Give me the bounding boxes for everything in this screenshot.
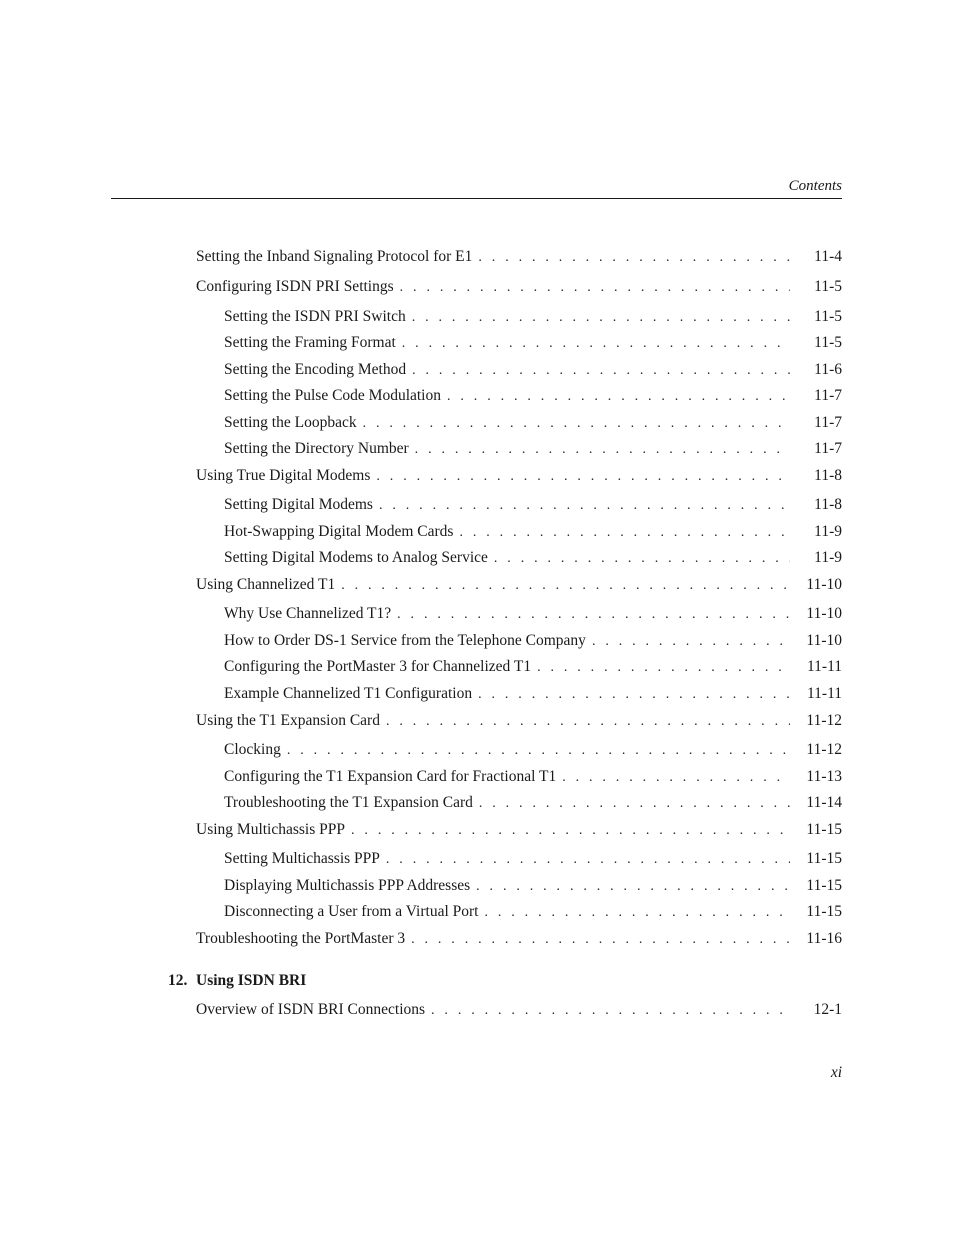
toc-entry-title: Disconnecting a User from a Virtual Port: [224, 903, 479, 920]
dot-leader: [341, 576, 790, 596]
toc-entry-title: Setting Digital Modems to Analog Service: [224, 549, 488, 566]
toc-entry[interactable]: [224, 631, 790, 652]
dot-leader: [412, 308, 790, 328]
toc-entry[interactable]: [224, 793, 790, 814]
toc-entry[interactable]: [224, 386, 790, 407]
toc-entry[interactable]: [196, 929, 790, 950]
dot-leader: [351, 821, 790, 841]
toc-entry-page[interactable]: 11-15: [806, 903, 842, 920]
dot-leader: [376, 467, 790, 487]
toc-entry-title: Troubleshooting the T1 Expansion Card: [224, 794, 473, 811]
dot-leader: [386, 712, 790, 732]
toc-entry[interactable]: [224, 360, 790, 381]
toc-entry-title: How to Order DS-1 Service from the Telephone Company: [224, 632, 586, 649]
dot-leader: [397, 605, 790, 625]
toc-entry-page[interactable]: 11-5: [814, 278, 842, 295]
dot-leader: [379, 496, 790, 516]
toc-entry-title: Configuring ISDN PRI Settings: [196, 278, 394, 295]
chapter-number: 12.: [168, 972, 188, 989]
toc-entry-page[interactable]: 11-9: [814, 549, 842, 566]
dot-leader: [459, 523, 790, 543]
dot-leader: [415, 440, 790, 460]
toc-entry-title: Why Use Channelized T1?: [224, 605, 392, 622]
toc-entry-page[interactable]: 11-10: [806, 632, 842, 649]
toc-entry-title: Troubleshooting the PortMaster 3: [196, 930, 406, 947]
toc-entry[interactable]: [224, 439, 790, 460]
toc-entry-page[interactable]: 11-15: [806, 821, 842, 838]
toc-entry[interactable]: [224, 902, 790, 923]
toc-entry-page[interactable]: 11-8: [814, 496, 842, 513]
dot-leader: [411, 930, 790, 950]
toc-entry-page[interactable]: 11-5: [814, 308, 842, 325]
toc-entry-page[interactable]: 12-1: [813, 1001, 842, 1018]
toc-entry[interactable]: [224, 740, 790, 761]
toc-entry-title: Using True Digital Modems: [196, 467, 371, 484]
toc-entry-title: Displaying Multichassis PPP Addresses: [224, 877, 471, 894]
toc-entry[interactable]: [196, 247, 790, 268]
toc-entry-title: Overview of ISDN BRI Connections: [196, 1001, 426, 1018]
dot-leader: [363, 414, 790, 434]
toc-entry-title: Setting the ISDN PRI Switch: [224, 308, 406, 325]
toc-entry-title: Setting the Pulse Code Modulation: [224, 387, 441, 404]
toc-entry-page[interactable]: 11-15: [806, 877, 842, 894]
toc-entry[interactable]: [196, 466, 790, 487]
toc-entry-title: Hot-Swapping Digital Modem Cards: [224, 523, 454, 540]
toc-entry[interactable]: [196, 1000, 790, 1021]
toc-entry-page[interactable]: 11-5: [814, 334, 842, 351]
dot-leader: [476, 877, 790, 897]
header-rule: [111, 198, 842, 199]
toc-entry-page[interactable]: 11-8: [814, 467, 842, 484]
toc-entry[interactable]: [196, 277, 790, 298]
toc-entry[interactable]: [224, 307, 790, 328]
toc-entry-page[interactable]: 11-4: [814, 248, 842, 265]
toc-entry-title: Setting the Encoding Method: [224, 361, 407, 378]
toc-entry-title: Clocking: [224, 741, 281, 758]
dot-leader: [447, 387, 790, 407]
dot-leader: [494, 549, 790, 569]
toc-entry[interactable]: [224, 333, 790, 354]
toc-entry-title: Configuring the T1 Expansion Card for Fractional T1: [224, 768, 557, 785]
toc-entry[interactable]: [224, 657, 790, 678]
toc-entry[interactable]: [224, 767, 790, 788]
dot-leader: [592, 632, 790, 652]
dot-leader: [386, 850, 790, 870]
dot-leader: [431, 1001, 790, 1021]
toc-entry[interactable]: [224, 522, 790, 543]
toc-entry-title: Setting the Framing Format: [224, 334, 396, 351]
dot-leader: [287, 741, 790, 761]
toc-entry-title: Using Multichassis PPP: [196, 821, 346, 838]
toc-entry-title: Setting the Directory Number: [224, 440, 409, 457]
toc-entry-page[interactable]: 11-6: [814, 361, 842, 378]
toc-entry-page[interactable]: 11-7: [814, 387, 842, 404]
dot-leader: [479, 794, 790, 814]
toc-entry-page[interactable]: 11-9: [814, 523, 842, 540]
toc-entry-page[interactable]: 11-11: [806, 685, 842, 702]
dot-leader: [484, 903, 790, 923]
toc-entry[interactable]: [224, 876, 790, 897]
toc-entry-page[interactable]: 11-16: [806, 930, 842, 947]
page-number: xi: [830, 1064, 842, 1081]
toc-entry-page[interactable]: 11-7: [814, 414, 842, 431]
toc-entry-page[interactable]: 11-13: [806, 768, 842, 785]
toc-entry[interactable]: [224, 849, 790, 870]
toc-entry-title: Configuring the PortMaster 3 for Channelized T1: [224, 658, 532, 675]
toc-entry-page[interactable]: 11-10: [806, 605, 842, 622]
dot-leader: [412, 361, 790, 381]
toc-entry-page[interactable]: 11-10: [806, 576, 842, 593]
toc-entry-title: Setting Digital Modems: [224, 496, 373, 513]
toc-entry-page[interactable]: 11-14: [806, 794, 842, 811]
chapter-heading: [168, 971, 306, 991]
toc-entry-page[interactable]: 11-7: [814, 440, 842, 457]
toc-entry[interactable]: [224, 604, 790, 625]
toc-entry[interactable]: [196, 820, 790, 841]
toc-entry[interactable]: [224, 684, 790, 705]
dot-leader: [537, 658, 790, 678]
toc-entry-page[interactable]: 11-12: [806, 712, 842, 729]
toc-entry-title: Using Channelized T1: [196, 576, 336, 593]
toc-entry[interactable]: [224, 413, 790, 434]
dot-leader: [400, 278, 790, 298]
dot-leader: [478, 685, 790, 705]
toc-entry-page[interactable]: 11-15: [806, 850, 842, 867]
toc-entry-title: Using the T1 Expansion Card: [196, 712, 380, 729]
toc-entry-title: Setting the Inband Signaling Protocol for E1: [196, 248, 473, 265]
dot-leader: [478, 248, 790, 268]
toc-entry-page[interactable]: 11-11: [806, 658, 842, 675]
dot-leader: [402, 334, 790, 354]
toc-entry[interactable]: [196, 575, 790, 596]
toc-entry-title: Setting Multichassis PPP: [224, 850, 380, 867]
toc-entry-title: Setting the Loopback: [224, 414, 357, 431]
toc-entry-page[interactable]: 11-12: [806, 741, 842, 758]
toc-entry[interactable]: [224, 548, 790, 569]
toc-entry[interactable]: [196, 711, 790, 732]
toc-entry-title: Example Channelized T1 Configuration: [224, 685, 473, 702]
chapter-title: Using ISDN BRI: [196, 972, 307, 989]
dot-leader: [562, 768, 790, 788]
page-header-label: Contents: [788, 178, 842, 194]
toc-entry[interactable]: [224, 495, 790, 516]
